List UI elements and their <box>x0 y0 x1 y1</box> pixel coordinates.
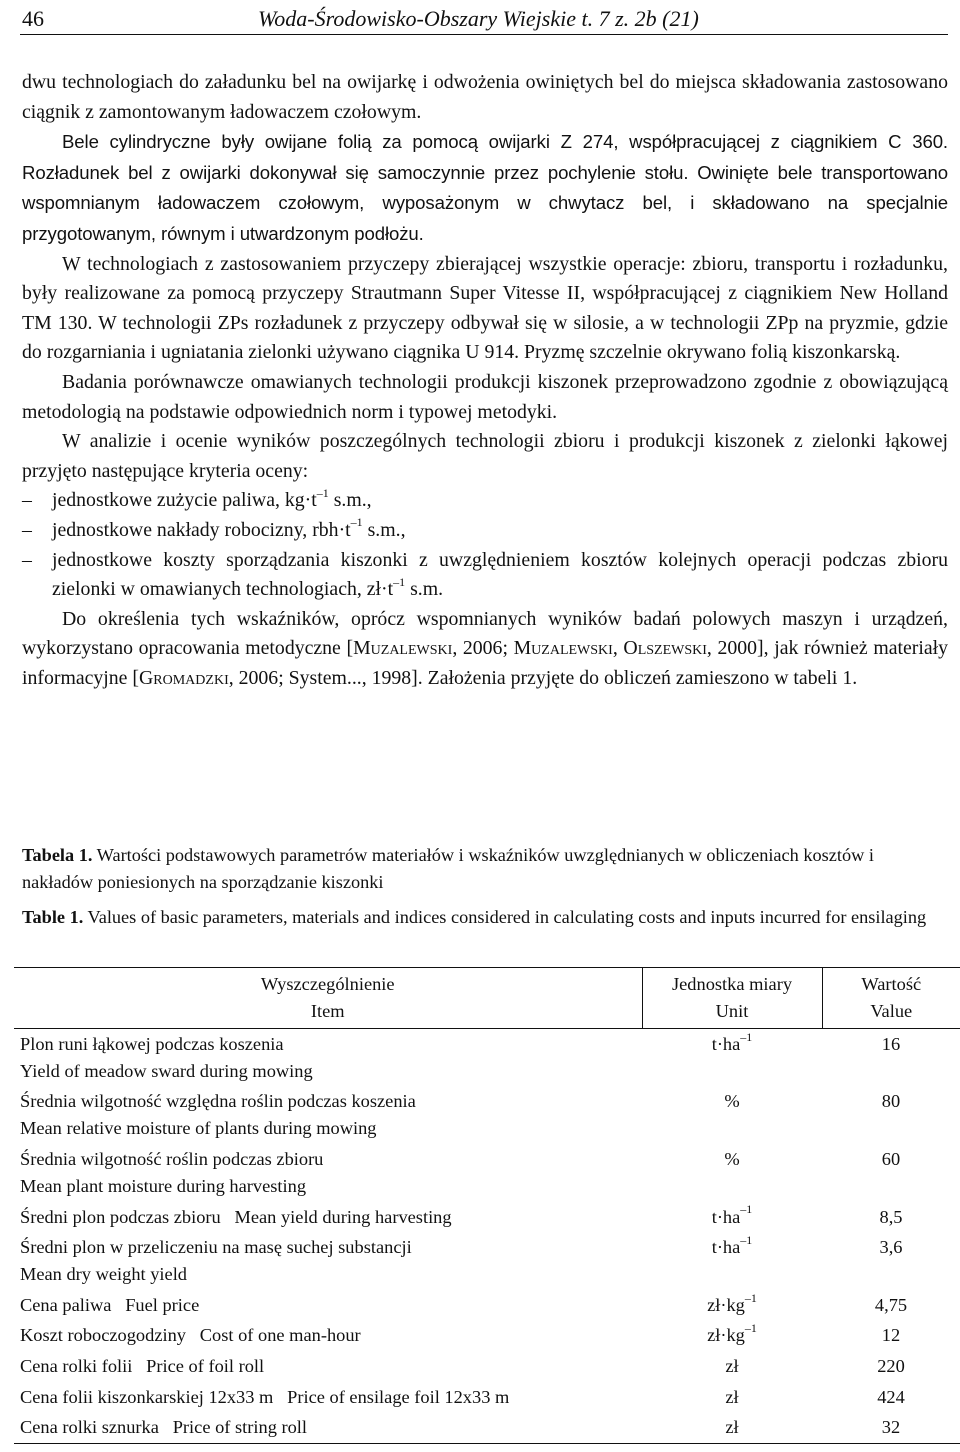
paragraph-2 <box>22 127 948 249</box>
header-item <box>14 968 642 1029</box>
body-text <box>22 68 948 693</box>
cell-value: 32 <box>881 1417 901 1438</box>
cell-unit <box>642 1144 822 1202</box>
table-captions <box>22 842 948 931</box>
caption-pl-text: Wartości podstawowych parametrów materiałów i wskaźników uwzględnianych w obliczeniach kosztów i nakładów poniesionych na sporządzanie kiszonki <box>22 845 874 892</box>
table-row <box>14 1029 960 1087</box>
table-row <box>14 1144 960 1202</box>
list-dash: – <box>22 489 32 512</box>
criterion-labour <box>22 516 948 546</box>
p6-text-4: , 2000], jak również materiały informacyjne [ <box>22 637 949 689</box>
caption-pl <box>22 842 948 895</box>
cell-item <box>14 1144 642 1202</box>
cell-item-primary: Średni plon w przeliczeniu na masę suchej substancji <box>20 1237 412 1258</box>
header-unit-en: Unit <box>715 1001 749 1021</box>
cell-unit-text: t·ha <box>711 1206 741 1227</box>
running-header <box>20 4 948 35</box>
criteria-list <box>22 486 948 604</box>
paragraph-4: Badania porównawcze omawianych technologii produkcji kiszonek przeprowadzono zgodnie z obowiązującą metodologią na podstawie odpowiednich norm i typowej metodyki. <box>22 370 948 423</box>
cell-value: 12 <box>881 1325 901 1346</box>
cell-value: 4,75 <box>874 1294 908 1315</box>
cell-unit <box>642 1087 822 1145</box>
cell-unit-text: % <box>724 1091 740 1112</box>
list-dash: – <box>22 518 32 541</box>
cell-item-secondary: Mean dry weight yield <box>20 1264 188 1285</box>
paragraph-1: dwu technologiach do załadunku bel na owijarkę i odwożenia owiniętych bel do miejsca składowania zastosowano ciągnik z zamontowanym ładowaczem czołowym. <box>22 71 948 123</box>
journal-title: Woda-Środowisko-Obszary Wiejskie t. 7 z. 2b (21) <box>258 6 699 31</box>
cell-item <box>14 1232 642 1290</box>
cell-unit-exponent: –1 <box>740 1202 753 1217</box>
cell-value: 8,5 <box>879 1206 903 1227</box>
paragraph-6 <box>22 605 948 694</box>
cell-unit-exponent: –1 <box>740 1029 753 1044</box>
cell-item-primary: Cena paliwa Fuel price <box>20 1294 200 1315</box>
p6-text-1: Do określenia tych wskaźników, oprócz wspomnianych wyników badań polowych maszyn i urządzeń, wykorzystano opracowania metodyczne [ <box>22 607 948 660</box>
header-value-en: Value <box>870 1001 913 1021</box>
cell-unit <box>642 1290 822 1321</box>
cell-unit-exponent: –1 <box>740 1233 753 1248</box>
cell-item <box>14 1087 642 1145</box>
cell-item <box>14 1321 642 1352</box>
cell-unit-text: t·ha <box>711 1033 741 1054</box>
cell-value: 3,6 <box>879 1237 903 1258</box>
cell-unit <box>642 1382 822 1413</box>
cell-item-secondary: Mean plant moisture during harvesting <box>20 1175 307 1196</box>
cell-item <box>14 1412 642 1443</box>
criterion-fuel <box>22 486 948 516</box>
cell-unit-text: t·ha <box>711 1237 741 1258</box>
cell-item <box>14 1382 642 1413</box>
cell-unit-text: zł·kg <box>707 1294 745 1315</box>
header-item-en: Item <box>310 1001 345 1021</box>
caption-pl-label: Tabela 1. <box>22 845 93 865</box>
table-header-row <box>14 968 960 1029</box>
exponent: –1 <box>393 574 406 589</box>
cell-unit <box>642 1029 822 1087</box>
cell-unit <box>642 1351 822 1382</box>
table-row <box>14 1087 960 1145</box>
criterion-costs-text: jednostkowe koszty sporządzania kiszonki z uwzględnieniem kosztów kolejnych operacji podczas zbioru zielonki w omawianych technologiach, zł·t <box>52 548 948 601</box>
citation-author-1[interactable]: Muzalewski <box>353 637 453 660</box>
cell-value: 60 <box>881 1148 901 1169</box>
p6-text-3: , <box>612 637 624 660</box>
cell-item <box>14 1290 642 1321</box>
cell-item-primary: Średnia wilgotność roślin podczas zbioru <box>20 1148 324 1169</box>
citation-author-3[interactable]: Olszewski <box>623 637 707 660</box>
table-row <box>14 1351 960 1382</box>
caption-en-label: Table 1. <box>22 907 84 927</box>
paragraph-3: W technologiach z zastosowaniem przyczepy zbierającej wszystkie operacje: zbioru, transportu i rozładunku, były realizowane za pomocą przyczepy Strautmann Super Vitesse II, współpracującej z ciągnikiem New Holland TM 130. W technologii ZPs rozładunek z przyczepy odbywał się w silosie, a w technologii ZPp na pryzmie, gdzie do rozgarniania i ugniatania zielonki używano ciągnika U 914. Pryzmę szczelnie okrywano folią kiszonkarską. <box>22 252 948 364</box>
cell-unit-text: % <box>724 1148 740 1169</box>
criterion-costs-suffix: s.m. <box>405 578 444 601</box>
header-value <box>822 968 960 1029</box>
table-row <box>14 1382 960 1413</box>
p6-text-5: , 2006; System..., 1998]. Założenia przyjęte do obliczeń zamieszono w tabeli 1. <box>228 666 858 689</box>
cell-value: 16 <box>881 1033 901 1054</box>
cell-item-primary: Średnia wilgotność względna roślin podczas koszenia <box>20 1091 416 1112</box>
table-body <box>14 1029 960 1444</box>
cell-item-primary: Plon runi łąkowej podczas koszenia <box>20 1033 284 1054</box>
table-row <box>14 1290 960 1321</box>
criterion-fuel-suffix: s.m., <box>328 489 372 512</box>
cell-unit-exponent: –1 <box>744 1290 757 1305</box>
header-unit-pl: Jednostka miary <box>671 974 793 994</box>
cell-item <box>14 1029 642 1087</box>
header-unit <box>642 968 822 1029</box>
citation-author-2[interactable]: Muzalewski <box>513 637 613 660</box>
cell-unit-exponent: –1 <box>744 1321 757 1336</box>
cell-item <box>14 1202 642 1233</box>
criterion-labour-suffix: s.m., <box>362 518 406 541</box>
cell-item <box>14 1351 642 1382</box>
criterion-fuel-text: jednostkowe zużycie paliwa, kg·t <box>52 489 317 512</box>
paragraph-2-sans-text-cont: Owinięte bele transportowano wspomnianym ładowaczem czołowym, wyposażonym w chwytacz bel, i składowano na specjalnie przygotowanym, równym i utwardzonym podłożu. <box>22 161 948 244</box>
exponent: –1 <box>350 515 363 530</box>
citation-author-4[interactable]: Gromadzki <box>139 666 229 689</box>
cell-unit <box>642 1232 822 1290</box>
cell-value: 220 <box>877 1355 905 1376</box>
criterion-labour-text: jednostkowe nakłady robocizny, rbh·t <box>52 518 351 541</box>
cell-item-primary: Koszt roboczogodziny Cost of one man-hour <box>20 1325 361 1346</box>
table-row <box>14 1321 960 1352</box>
page-number: 46 <box>22 6 44 31</box>
paragraph-2-sans-text: Bele cylindryczne były owijane folią za pomocą owijarki Z 274, współpracującej z ciągnikiem C 360. Rozładunek bel z owijarki dokonywał się samoczynnie przez pochylenie stołu. <box>22 131 948 183</box>
cell-unit <box>642 1412 822 1443</box>
caption-en <box>22 904 948 931</box>
cell-value: 80 <box>881 1091 901 1112</box>
criterion-costs <box>22 546 948 605</box>
cell-unit-text: zł <box>725 1386 739 1407</box>
cell-unit <box>642 1202 822 1233</box>
table-row <box>14 1412 960 1443</box>
cell-item-primary: Cena rolki folii Price of foil roll <box>20 1355 265 1376</box>
cell-item-secondary: Yield of meadow sward during mowing <box>20 1060 313 1081</box>
parameters-table <box>14 967 960 1444</box>
cell-unit-text: zł <box>725 1417 739 1438</box>
exponent: –1 <box>316 485 329 500</box>
list-dash: – <box>22 548 32 571</box>
cell-item-primary: Średni plon podczas zbioru Mean yield during harvesting <box>20 1206 452 1227</box>
cell-value: 424 <box>877 1386 905 1407</box>
cell-unit-text: zł·kg <box>707 1325 745 1346</box>
cell-item-primary: Cena rolki sznurka Price of string roll <box>20 1417 308 1438</box>
cell-item-secondary: Mean relative moisture of plants during mowing <box>20 1118 377 1139</box>
caption-en-text: Values of basic parameters, materials and indices considered in calculating costs and inputs incurred for ensilaging <box>83 907 927 927</box>
header-item-pl: Wyszczególnienie <box>260 974 395 994</box>
table-row <box>14 1202 960 1233</box>
cell-item-primary: Cena folii kiszonkarskiej 12x33 m Price of ensilage foil 12x33 m <box>20 1386 510 1407</box>
table-row <box>14 1232 960 1290</box>
header-value-pl: Wartość <box>861 974 922 994</box>
cell-unit-text: zł <box>725 1355 739 1376</box>
p6-text-2: , 2006; <box>452 637 514 660</box>
cell-unit <box>642 1321 822 1352</box>
paragraph-5: W analizie i ocenie wyników poszczególnych technologii zbioru i produkcji kiszonek z zielonki łąkowej przyjęto następujące kryteria oceny: <box>22 430 948 482</box>
